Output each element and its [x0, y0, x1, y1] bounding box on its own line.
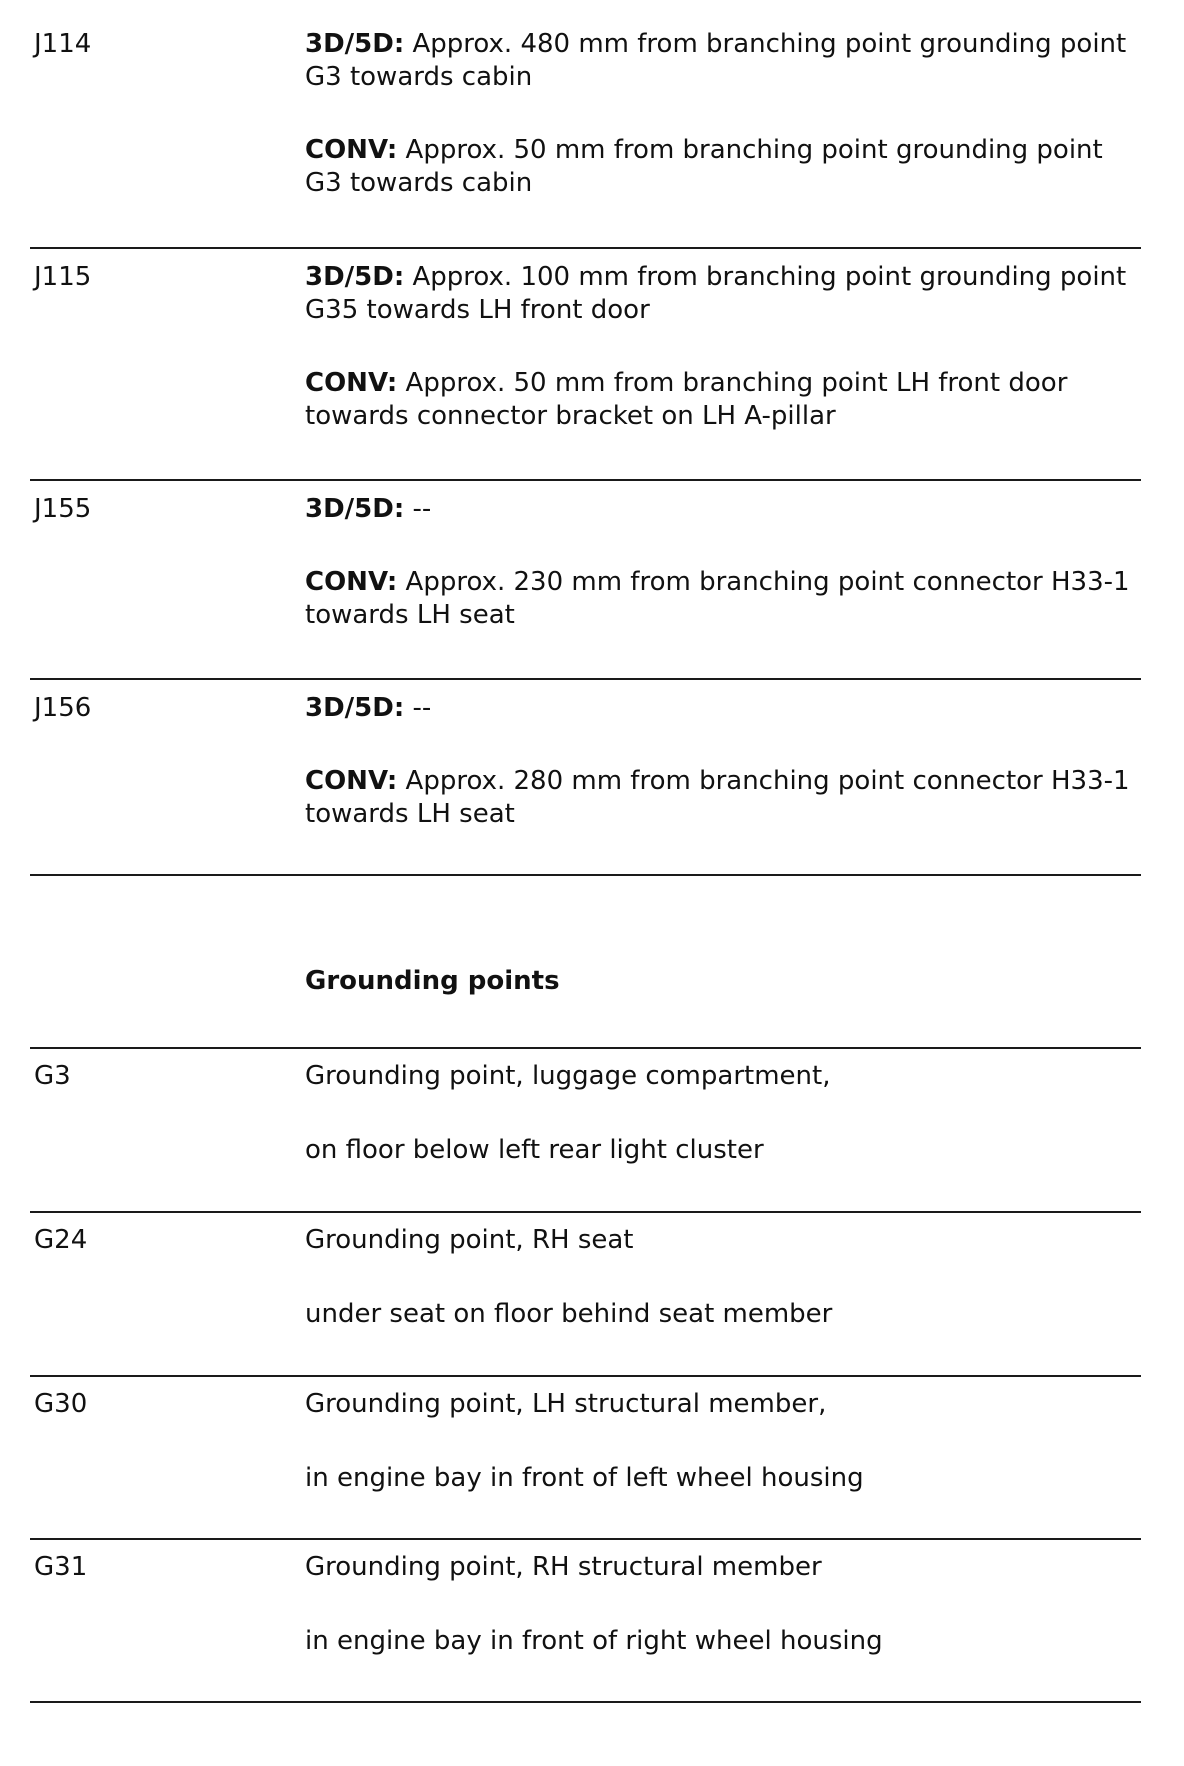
- grounding-location: Grounding point, RH seat: [305, 1225, 634, 1255]
- grounding-location: Grounding point, LH structural member,: [305, 1389, 827, 1419]
- variant-label: CONV:: [305, 368, 398, 398]
- grounding-position: in engine bay in front of right wheel housing: [305, 1626, 883, 1656]
- connector-description: [305, 261, 1145, 433]
- connector-description: [305, 493, 1145, 632]
- grounding-description: [305, 1060, 1145, 1166]
- row-divider: [30, 1701, 1141, 1703]
- variant-label: 3D/5D:: [305, 262, 405, 292]
- variant-conv-text: [305, 367, 1145, 433]
- variant-3d5d-text: [305, 261, 1145, 327]
- variant-text: Approx. 480 mm from branching point grounding point G3 towards cabin: [305, 29, 1127, 92]
- variant-text: Approx. 230 mm from branching point connector H33-1 towards LH seat: [305, 567, 1130, 630]
- variant-conv-text: [305, 134, 1145, 200]
- variant-text: --: [404, 693, 432, 723]
- connector-description: [305, 692, 1145, 831]
- row-divider: [30, 1375, 1141, 1377]
- row-divider: [30, 247, 1141, 249]
- grounding-location: Grounding point, RH structural member: [305, 1552, 822, 1582]
- row-divider: [30, 874, 1141, 876]
- grounding-code: G30: [34, 1389, 88, 1419]
- variant-text: Approx. 280 mm from branching point connector H33-1 towards LH seat: [305, 766, 1130, 829]
- row-divider: [30, 1047, 1141, 1049]
- variant-3d5d-text: [305, 28, 1145, 94]
- grounding-description: [305, 1551, 1145, 1657]
- variant-label: CONV:: [305, 567, 398, 597]
- row-divider: [30, 479, 1141, 481]
- grounding-code: G31: [34, 1552, 88, 1582]
- grounding-position: under seat on floor behind seat member: [305, 1299, 833, 1329]
- grounding-code: G3: [34, 1061, 71, 1091]
- variant-text: Approx. 50 mm from branching point grounding point G3 towards cabin: [305, 135, 1103, 198]
- variant-text: Approx. 50 mm from branching point LH front door towards connector bracket on LH A-pillar: [305, 368, 1068, 431]
- grounding-description: [305, 1388, 1145, 1494]
- connector-code: J114: [34, 29, 92, 59]
- row-divider: [30, 678, 1141, 680]
- grounding-description: [305, 1224, 1145, 1330]
- grounding-points-heading: Grounding points: [305, 966, 560, 996]
- connector-code: J156: [34, 693, 92, 723]
- variant-label: 3D/5D:: [305, 29, 405, 59]
- variant-text: --: [404, 494, 432, 524]
- variant-text: Approx. 100 mm from branching point grounding point G35 towards LH front door: [305, 262, 1127, 325]
- variant-label: 3D/5D:: [305, 494, 405, 524]
- connector-description: [305, 28, 1145, 200]
- grounding-position: on floor below left rear light cluster: [305, 1135, 764, 1165]
- grounding-location: Grounding point, luggage compartment,: [305, 1061, 831, 1091]
- grounding-code: G24: [34, 1225, 88, 1255]
- variant-3d5d-text: [305, 493, 1145, 526]
- grounding-position: in engine bay in front of left wheel housing: [305, 1463, 864, 1493]
- row-divider: [30, 1538, 1141, 1540]
- variant-conv-text: [305, 566, 1145, 632]
- connector-code: J155: [34, 494, 92, 524]
- connector-code: J115: [34, 262, 92, 292]
- variant-label: CONV:: [305, 766, 398, 796]
- row-divider: [30, 1211, 1141, 1213]
- variant-label: 3D/5D:: [305, 693, 405, 723]
- variant-conv-text: [305, 765, 1145, 831]
- variant-3d5d-text: [305, 692, 1145, 725]
- variant-label: CONV:: [305, 135, 398, 165]
